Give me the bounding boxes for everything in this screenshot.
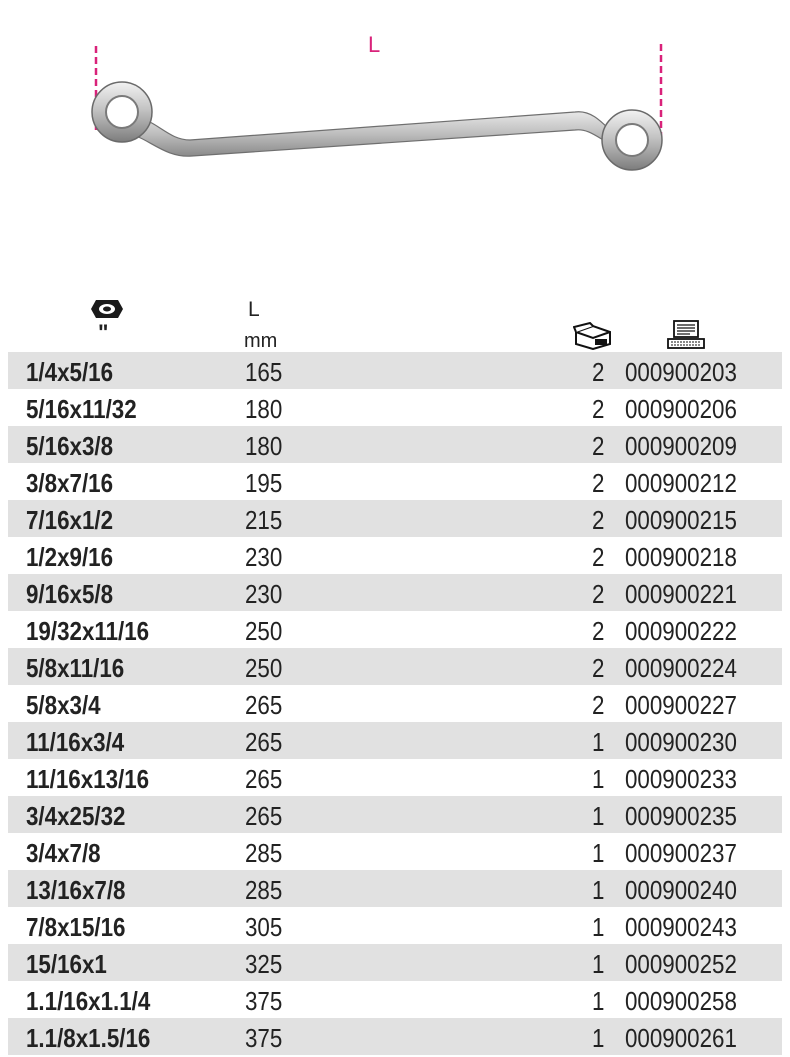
quantity-cell: 2 bbox=[591, 394, 605, 424]
size-cell: 7/8x15/16 bbox=[26, 912, 126, 942]
wrench-right-opening bbox=[616, 124, 648, 156]
size-cell: 1/2x9/16 bbox=[26, 542, 114, 572]
wrench-left-opening bbox=[106, 96, 138, 128]
size-cell: 9/16x5/8 bbox=[26, 579, 114, 609]
quantity-cell: 2 bbox=[591, 431, 605, 461]
size-cell: 7/16x1/2 bbox=[26, 505, 114, 535]
table-row bbox=[8, 1018, 782, 1055]
length-cell: 180 bbox=[245, 394, 283, 424]
length-cell: 375 bbox=[245, 1023, 283, 1053]
dimension-label: L bbox=[368, 32, 381, 57]
box-icon bbox=[573, 322, 613, 350]
length-cell: 165 bbox=[245, 357, 283, 387]
wrench-icon bbox=[0, 0, 790, 230]
size-cell: 1/4x5/16 bbox=[26, 357, 114, 387]
table-row bbox=[8, 426, 782, 463]
wrench-illustration bbox=[0, 0, 790, 230]
size-cell: 11/16x3/4 bbox=[26, 727, 125, 757]
length-cell: 250 bbox=[245, 616, 283, 646]
quantity-cell: 2 bbox=[591, 357, 605, 387]
size-cell: 5/16x11/32 bbox=[26, 394, 137, 424]
quantity-cell: 1 bbox=[591, 986, 605, 1016]
length-cell: 305 bbox=[245, 912, 283, 942]
size-cell: 15/16x1 bbox=[26, 949, 107, 979]
size-cell: 3/8x7/16 bbox=[26, 468, 114, 498]
table-row bbox=[8, 870, 782, 907]
length-cell: 230 bbox=[245, 579, 283, 609]
table-row bbox=[8, 981, 782, 1018]
size-cell: 1.1/8x1.5/16 bbox=[26, 1023, 151, 1053]
quantity-cell: 1 bbox=[591, 875, 605, 905]
table-row bbox=[8, 500, 782, 537]
article-code-cell: 000900215 bbox=[625, 505, 737, 535]
length-cell: 265 bbox=[245, 801, 283, 831]
quantity-cell: 1 bbox=[591, 801, 605, 831]
article-code-cell: 000900224 bbox=[625, 653, 737, 683]
product-table bbox=[8, 352, 782, 1055]
quantity-cell: 1 bbox=[591, 949, 605, 979]
length-cell: 285 bbox=[245, 838, 283, 868]
table-row bbox=[8, 759, 782, 796]
article-code-cell: 000900222 bbox=[625, 616, 737, 646]
article-code-cell: 000900258 bbox=[625, 986, 737, 1016]
size-cell: 11/16x13/16 bbox=[26, 764, 150, 794]
size-cell: 19/32x11/16 bbox=[26, 616, 150, 646]
quantity-cell: 1 bbox=[591, 838, 605, 868]
length-cell: 215 bbox=[245, 505, 283, 535]
article-code-cell: 000900261 bbox=[625, 1023, 737, 1053]
quantity-cell: 2 bbox=[591, 690, 605, 720]
quantity-cell: 1 bbox=[591, 764, 605, 794]
computer-icon bbox=[666, 320, 706, 350]
length-cell: 265 bbox=[245, 764, 283, 794]
table-row bbox=[8, 685, 782, 722]
table-row bbox=[8, 648, 782, 685]
quantity-cell: 2 bbox=[591, 505, 605, 535]
table-row bbox=[8, 944, 782, 981]
table-row bbox=[8, 463, 782, 500]
length-cell: 265 bbox=[245, 727, 283, 757]
quantity-cell: 2 bbox=[591, 616, 605, 646]
length-cell: 230 bbox=[245, 542, 283, 572]
article-code-cell: 000900209 bbox=[625, 431, 737, 461]
size-cell: 13/16x7/8 bbox=[26, 875, 126, 905]
table-row bbox=[8, 574, 782, 611]
article-code-cell: 000900235 bbox=[625, 801, 737, 831]
article-code-cell: 000900252 bbox=[625, 949, 737, 979]
size-cell: 5/8x11/16 bbox=[26, 653, 125, 683]
quantity-cell: 2 bbox=[591, 542, 605, 572]
article-code-cell: 000900206 bbox=[625, 394, 737, 424]
hex-nut-icon bbox=[90, 296, 124, 322]
article-code-cell: 000900230 bbox=[625, 727, 737, 757]
length-unit: mm bbox=[244, 330, 278, 352]
quantity-cell: 2 bbox=[591, 579, 605, 609]
size-cell: 3/4x25/32 bbox=[26, 801, 126, 831]
quantity-cell: 1 bbox=[591, 1023, 605, 1053]
quantity-cell: 2 bbox=[591, 653, 605, 683]
length-cell: 180 bbox=[245, 431, 283, 461]
length-cell: 265 bbox=[245, 690, 283, 720]
table-row bbox=[8, 611, 782, 648]
size-cell: 5/8x3/4 bbox=[26, 690, 101, 720]
table-row bbox=[8, 796, 782, 833]
article-code-cell: 000900237 bbox=[625, 838, 737, 868]
article-code-cell: 000900203 bbox=[625, 357, 737, 387]
quantity-cell: 2 bbox=[591, 468, 605, 498]
article-code-cell: 000900233 bbox=[625, 764, 737, 794]
article-code-cell: 000900227 bbox=[625, 690, 737, 720]
length-cell: 375 bbox=[245, 986, 283, 1016]
size-cell: 1.1/16x1.1/4 bbox=[26, 986, 151, 1016]
length-cell: 325 bbox=[245, 949, 283, 979]
table-row bbox=[8, 722, 782, 759]
table-row bbox=[8, 389, 782, 426]
article-code-cell: 000900240 bbox=[625, 875, 737, 905]
length-cell: 195 bbox=[245, 468, 283, 498]
quantity-cell: 1 bbox=[591, 727, 605, 757]
table-row bbox=[8, 352, 782, 389]
article-code-cell: 000900221 bbox=[625, 579, 737, 609]
article-code-cell: 000900243 bbox=[625, 912, 737, 942]
table-row bbox=[8, 907, 782, 944]
length-header: L bbox=[248, 298, 260, 321]
article-code-cell: 000900212 bbox=[625, 468, 737, 498]
article-code-cell: 000900218 bbox=[625, 542, 737, 572]
table-row bbox=[8, 833, 782, 870]
size-cell: 3/4x7/8 bbox=[26, 838, 101, 868]
size-cell: 5/16x3/8 bbox=[26, 431, 114, 461]
wrench-shaft bbox=[136, 112, 618, 156]
table-row bbox=[8, 537, 782, 574]
length-cell: 250 bbox=[245, 653, 283, 683]
size-unit-label: " bbox=[98, 320, 109, 345]
quantity-cell: 1 bbox=[591, 912, 605, 942]
length-cell: 285 bbox=[245, 875, 283, 905]
